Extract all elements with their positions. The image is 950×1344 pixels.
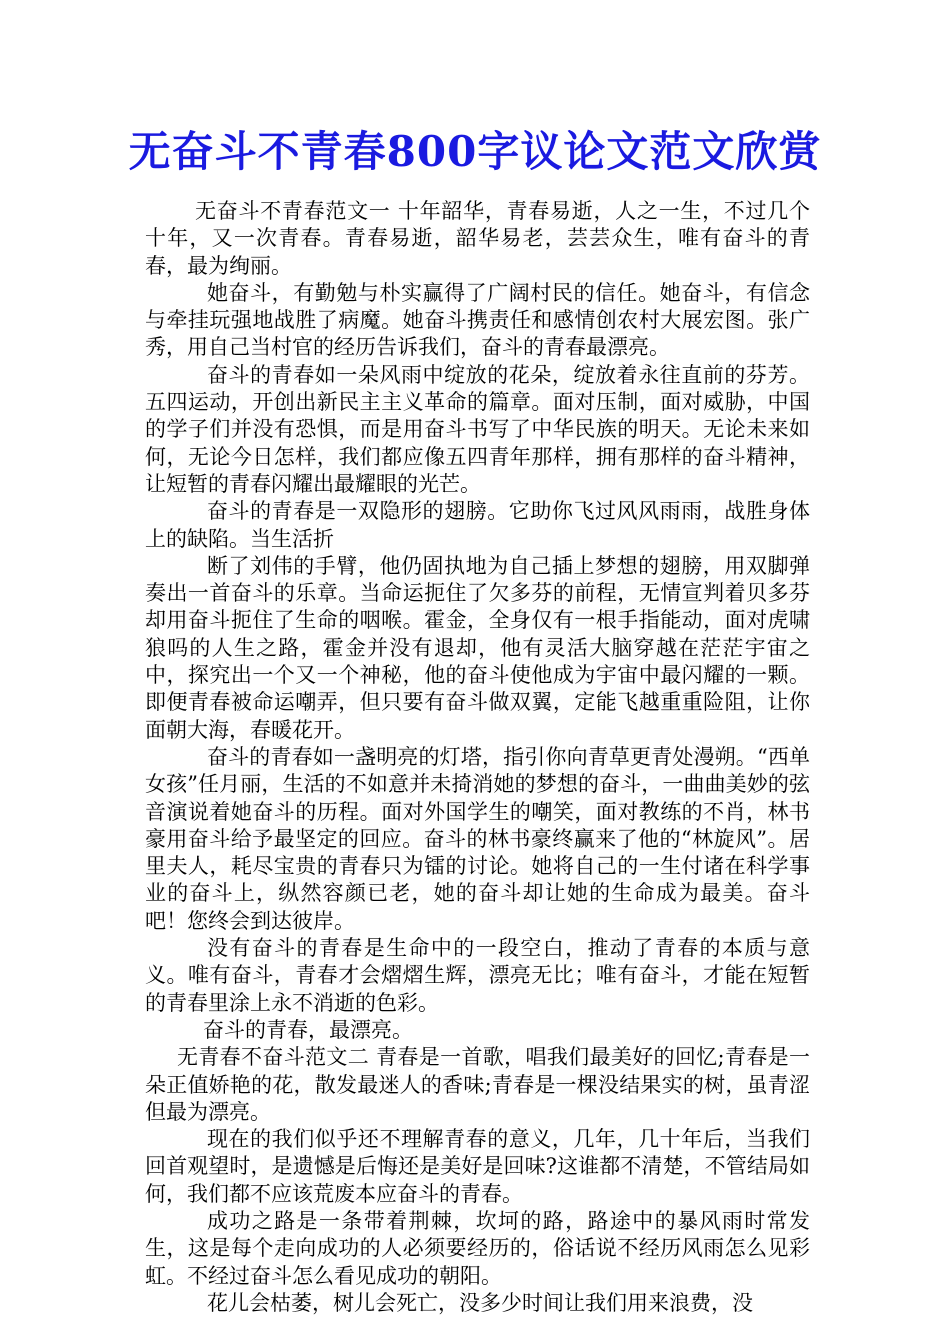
paragraph: 她奋斗，有勤勉与朴实赢得了广阔村民的信任。她奋斗，有信念与牵挂玩强地战胜了病魔。她奋斗携责任和感情创农村大展宏图。张广秀，用自己当村官的经历告诉我们，奋斗的青春最漂亮。 bbox=[145, 280, 810, 360]
document-title: 无奋斗不青春800字议论文范文欣赏 bbox=[128, 127, 822, 176]
paragraph: 没有奋斗的青春是生命中的一段空白，推动了青春的本质与意义。唯有奋斗，青春才会熠熠生辉，漂亮无比；唯有奋斗，才能在短暂的青春里涂上永不消逝的色彩。 bbox=[145, 936, 810, 1015]
paragraph: 无奋斗不青春范文一 十年韶华，青春易逝，人之一生，不过几个十年，又一次青春。青春易逝，韶华易老，芸芸众生，唯有奋斗的青春，最为绚丽。 bbox=[145, 199, 810, 278]
paragraph: 奋斗的青春，最漂亮。 bbox=[203, 1017, 413, 1042]
paragraph: 现在的我们似乎还不理解青春的意义，几年，几十年后，当我们回首观望时，是遗憾是后悔还是美好是回味?这谁都不清楚，不管结局如何，我们都不应该荒废本应奋斗的青春。 bbox=[145, 1127, 810, 1206]
paragraph: 花儿会枯萎，树儿会死亡，没多少时间让我们用来浪费，没 bbox=[207, 1290, 753, 1315]
document-body bbox=[145, 198, 810, 1317]
paragraph: 奋斗的青春是一双隐形的翅膀。它助你飞过风风雨雨，战胜身体上的缺陷。当生活折 bbox=[145, 499, 810, 551]
paragraph: 奋斗的青春如一朵风雨中绽放的花朵，绽放着永往直前的芬芳。五四运动，开创出新民主主义革命的篇章。面对压制，面对威胁，中国的学子们并没有恐惧，而是用奋斗书写了中华民族的明天。无论未来如何，无论今日怎样，我们都应像五四青年那样，拥有那样的奋斗精神，让短暂的青春闪耀出最耀眼的光芒。 bbox=[145, 362, 810, 496]
paragraph: 无青春不奋斗范文二 青春是一首歌，唱我们最美好的回忆;青春是一朵正值娇艳的花，散发最迷人的香味;青春是一棵没结果实的树，虽青涩但最为漂亮。 bbox=[145, 1045, 810, 1124]
paragraph: 断了刘伟的手臂，他仍固执地为自己插上梦想的翅膀，用双脚弹奏出一首奋斗的乐章。当命运扼住了欠多芬的前程，无情宣判着贝多芬却用奋斗扼住了生命的咽喉。霍金，全身仅有一根手指能动，面对虎啸狼吗的人生之路，霍金并没有退却，他有灵活大脑穿越在茫茫宇宙之中，探究出一个又一个神秘，他的奋斗使他成为宇宙中最闪耀的一颗。即便青春被命运嘲弄，但只要有奋斗做双翼，定能飞越重重险阻，让你面朝大海，春暖花开。 bbox=[145, 553, 810, 742]
paragraph: 成功之路是一条带着荆棘，坎坷的路，路途中的暴风雨时常发生，这是每个走向成功的人必须要经历的，俗话说不经历风雨怎么见彩虹。不经过奋斗怎么看见成功的朝阳。 bbox=[145, 1208, 810, 1288]
paragraph: 奋斗的青春如一盏明亮的灯塔，指引你向青草更青处漫朔。“西单女孩”任月丽，生活的不如意并未掎消她的梦想的奋斗，一曲曲美妙的弦音演说着她奋斗的历程。面对外国学生的嘲笑，面对教练的不肖，林书豪用奋斗给予最坚定的回应。奋斗的林书豪终赢来了他的“林旋风”。居里夫人，耗尽宝贵的青春只为镭的讨论。她将自己的一生付诸在科学事业的奋斗上，纵然容颜已老，她的奋斗却让她的生命成为最美。奋斗吧！您终会到达彼岸。 bbox=[145, 744, 810, 933]
